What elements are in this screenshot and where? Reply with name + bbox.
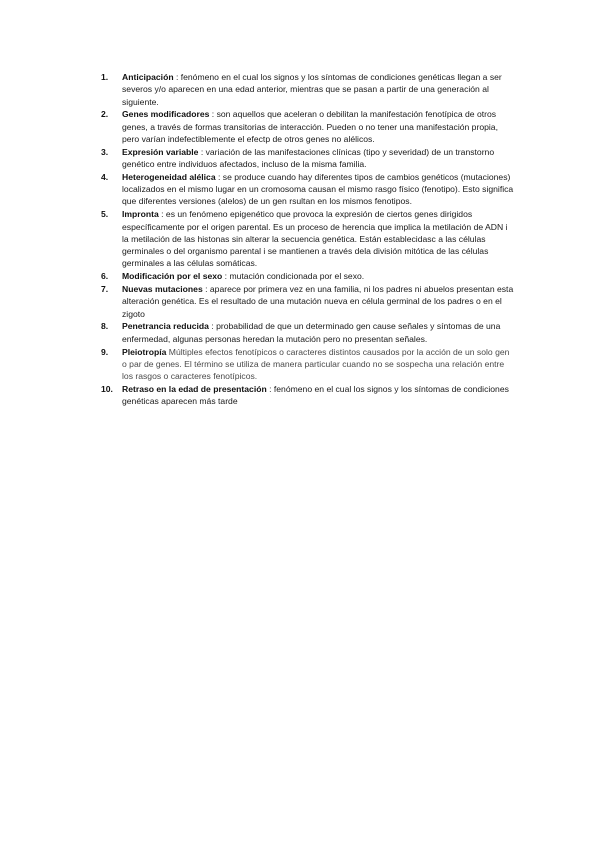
list-item xyxy=(97,270,515,282)
item-number: 1. xyxy=(101,72,109,82)
item-term: Impronta xyxy=(122,209,159,220)
item-number: 5. xyxy=(101,209,109,220)
item-number: 6. xyxy=(101,271,109,282)
list-item xyxy=(97,71,515,108)
list-item xyxy=(97,208,515,269)
list-item xyxy=(97,383,515,408)
item-number: 9. xyxy=(101,346,109,357)
item-definition: : mutación condicionada por el sexo. xyxy=(222,271,365,282)
list-item xyxy=(97,146,515,171)
item-term: Expresión variable xyxy=(122,146,199,157)
item-number: 2. xyxy=(101,109,109,120)
item-term: Nuevas mutaciones xyxy=(122,284,203,295)
item-term: Genes modificadores xyxy=(122,109,210,120)
item-definition: : fenómeno en el cual los signos y los síntomas de condiciones genéticas aparecen más tarde xyxy=(122,383,509,407)
item-number: 3. xyxy=(101,146,109,157)
item-term: Heterogeneidad alélica xyxy=(122,171,216,182)
item-definition: : fenómeno en el cual los signos y los síntomas de condiciones genéticas llegan a ser severos y/o aparecen en una edad anterior, mientras que se pasan a partir de una generación al siguiente. xyxy=(122,72,502,107)
item-definition: : son aquellos que aceleran o debilitan la manifestación fenotípica de otros genes, a través de formas transitorias de interacción. Pueden o no tener una manifestación propia, pero varían indefectiblemente el efectp de otros genes no alélicos. xyxy=(122,109,498,144)
item-term: Retraso en la edad de presentación xyxy=(122,383,267,394)
list-item xyxy=(97,171,515,208)
definitions-list xyxy=(97,71,515,408)
list-item xyxy=(97,346,515,383)
item-term: Anticipación xyxy=(122,72,174,82)
item-definition: Múltiples efectos fenotípicos o caracteres distintos causados por la acción de un solo gen o par de genes. El término se utiliza de manera particular cuando no se sospecha una relación entre los rasgos o caracteres fenotípicos. xyxy=(122,346,510,382)
item-term: Modificación por el sexo xyxy=(122,271,223,282)
item-definition: : es un fenómeno epigenético que provoca la expresión de ciertos genes dirigidos específicamente por el origen parental. Es un proceso de herencia que implica la metilación de ADN i la metilación de las histonas sin alterar la secuencia genética. Están establecidasc a las células germinales o del organismo parental i se mantienen a través dela división mitótica de las células germinales a las células somáticas. xyxy=(122,209,508,269)
item-number: 10. xyxy=(101,383,113,394)
list-item xyxy=(97,320,515,345)
list-item xyxy=(97,283,515,320)
item-number: 4. xyxy=(101,171,109,182)
item-term: Penetrancia reducida xyxy=(122,321,209,332)
item-definition: : se produce cuando hay diferentes tipos de cambios genéticos (mutaciones) localizados en el mismo lugar en un cromosoma causan el mismo rasgo físico (fenotipo). Esto significa que diferentes versiones (alelos) de un gen rsultan en los mismos fenotipos. xyxy=(122,171,514,207)
item-definition: : variación de las manifestaciones clínicas (tipo y severidad) de un transtorno genético entre individuos afectados, incluso de la misma familia. xyxy=(122,146,495,170)
item-term: Pleiotropía xyxy=(122,346,167,357)
list-item xyxy=(97,108,515,145)
item-definition: : probabilidad de que un determinado gen cause señales y síntomas de una enfermedad, algunas personas heredan la mutación pero no presentan señales. xyxy=(122,321,501,344)
item-number: 8. xyxy=(101,321,109,332)
item-number: 7. xyxy=(101,284,109,295)
item-definition: : aparece por primera vez en una familia, ni los padres ni abuelos presentan esta alteración genética. Es el resultado de una mutación nueva en célula germinal de los padres o en el zigoto xyxy=(122,284,514,319)
